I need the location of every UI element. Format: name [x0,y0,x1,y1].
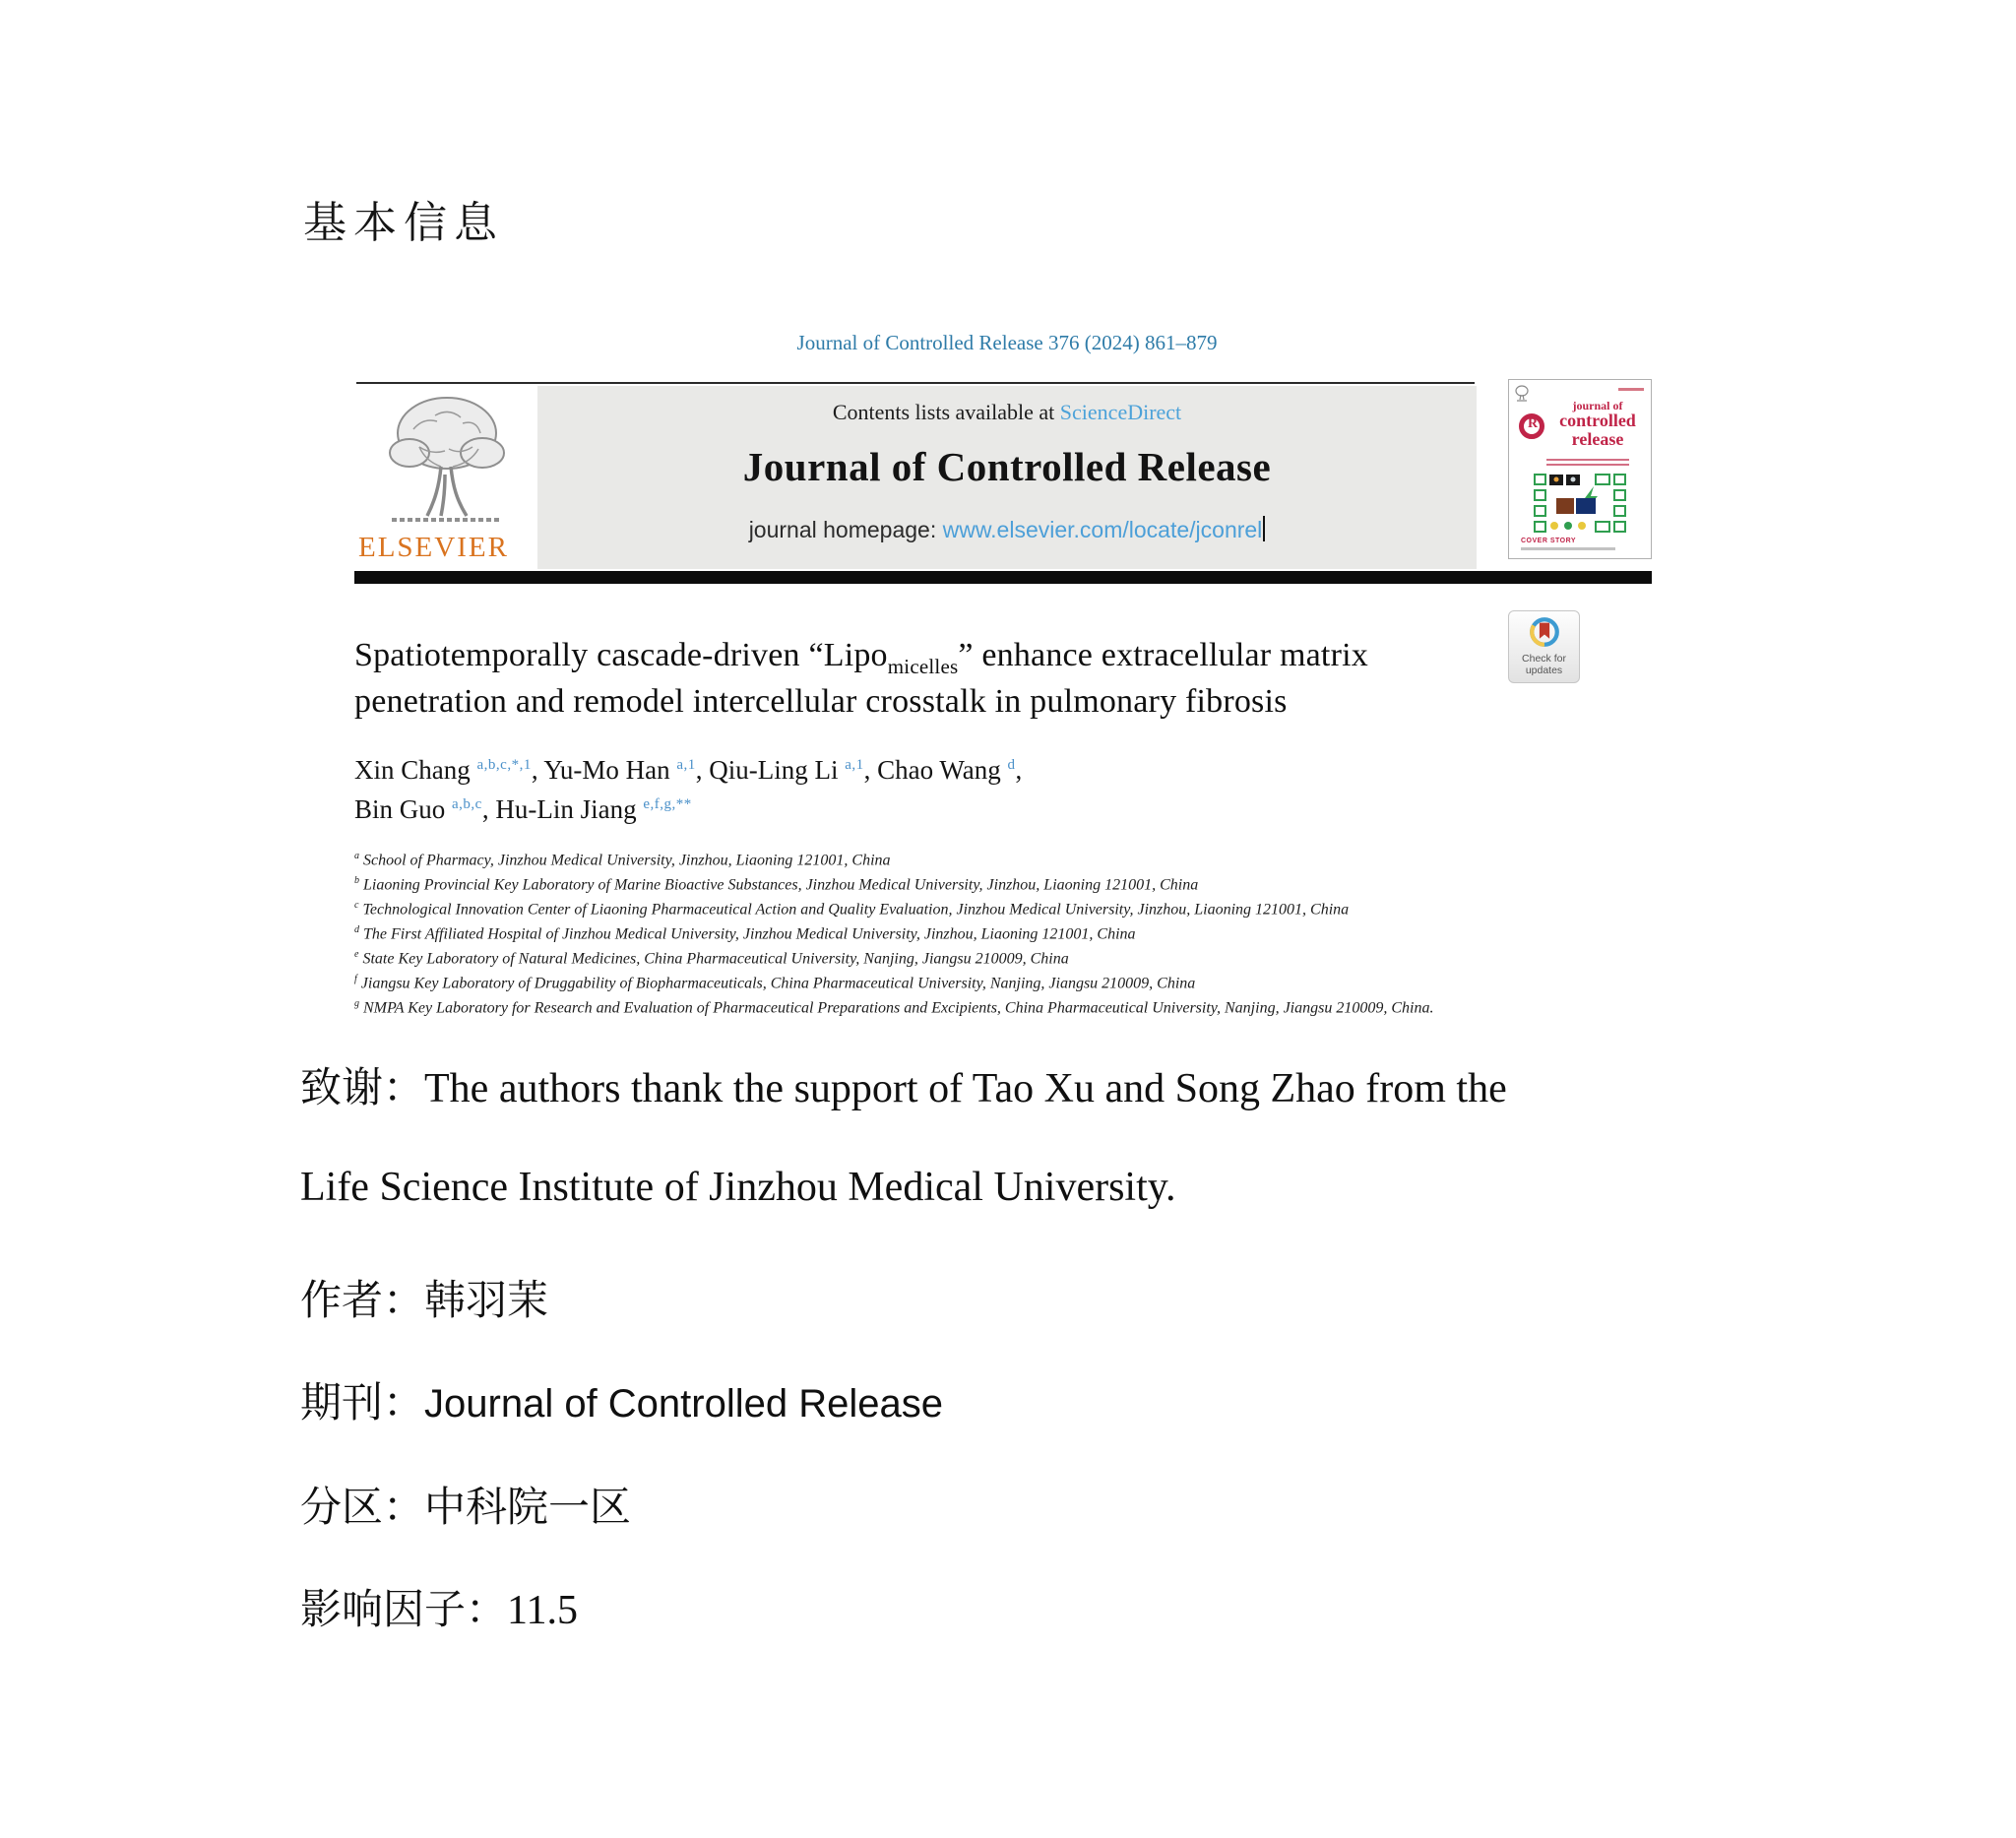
cover-issn-mark [1618,388,1644,391]
cover-title [1550,400,1645,448]
journal-info-value: Journal of Controlled Release [424,1382,943,1426]
author-name: Xin Chang [354,755,471,785]
masthead-black-bar [354,571,1652,584]
affiliation-label: d [354,923,359,935]
affiliation-label: c [354,899,359,911]
impact-factor-line [300,1577,578,1636]
author-separator: , [863,755,878,785]
cover-logo-letter: R [1528,416,1539,431]
affiliation-label: f [354,973,357,984]
zone-info-line [300,1475,631,1534]
cover-story-label: COVER STORY [1521,538,1577,544]
affiliation-list [354,847,1536,1018]
author-affil-marks: a,b,c [452,796,482,812]
homepage-link[interactable]: www.elsevier.com/locate/jconrel [942,517,1263,542]
author-affil-marks: a,b,c,*,1 [476,757,532,773]
author-list [354,748,1486,827]
paper-title-line2: penetration and remodel intercellular crosstalk in pulmonary fibrosis [354,683,1288,720]
acknowledgement-line2: Life Science Institute of Jinzhou Medical University. [300,1165,1176,1210]
paper-title [354,632,1536,725]
acknowledgement-text: The authors thank the support of Tao Xu and Song Zhao from the [424,1066,1507,1111]
text-caret [1263,516,1265,541]
affiliation-text: Liaoning Provincial Key Laboratory of Marine Bioactive Substances, Jinzhou Medical University, Jinzhou, Liaoning 121001, China [363,876,1199,894]
contents-line [537,400,1477,425]
author-affil-marks: a,1 [845,757,864,773]
masthead-banner [537,386,1477,569]
affiliation-row [354,994,1536,1019]
zone-info-label: 分区： [300,1486,425,1531]
paper-title-subscript: micelles [887,654,959,678]
journal-cover-thumbnail [1508,379,1652,559]
affiliation-row [354,847,1536,871]
sciencedirect-link[interactable]: ScienceDirect [1059,400,1182,424]
check-updates-line1: Check for [1522,653,1566,665]
affiliation-row [354,945,1536,970]
affiliation-label: e [354,948,359,960]
affiliation-row [354,896,1536,920]
masthead-journal-title: Journal of Controlled Release [742,444,1272,489]
author-name: Qiu-Ling Li [709,755,839,785]
author-name: Bin Guo [354,794,446,824]
elsevier-wordmark: ELSEVIER [358,532,509,563]
elsevier-logo [356,388,537,569]
cover-jcr-logo-icon [1519,413,1544,439]
author-affil-marks: d [1007,757,1016,773]
acknowledgement-label: 致谢： [300,1066,425,1111]
elsevier-tree-icon [384,390,510,530]
author-separator: , [531,755,544,785]
author-separator: , [481,794,496,824]
author-name: Chao Wang [877,755,1001,785]
contents-prefix: Contents lists available at [832,400,1060,424]
affiliation-text: State Key Laboratory of Natural Medicines, China Pharmaceutical University, Nanjing, Jiangsu 210009, China [362,950,1069,968]
affiliation-label: a [354,851,359,861]
affiliation-text: School of Pharmacy, Jinzhou Medical University, Jinzhou, Liaoning 121001, China [363,852,891,869]
check-updates-line2: updates [1525,664,1563,676]
masthead-top-rule [356,382,1475,384]
journal-citation: Journal of Controlled Release 376 (2024) 861–879 [796,331,1218,354]
affiliation-text: Technological Innovation Center of Liaoning Pharmaceutical Action and Quality Evaluation, Jinzhou Medical University, Jinzhou, Liaoning 121001, China [362,901,1350,919]
affiliation-label: b [354,874,359,886]
journal-info-line [300,1370,943,1429]
affiliation-text: NMPA Key Laboratory for Research and Evaluation of Pharmaceutical Preparations and Excipients, China Pharmaceutical University, Nanjing, Jiangsu 210009, China. [363,998,1434,1016]
author-separator: , [1015,755,1023,785]
cover-subtitle-lines [1546,459,1629,469]
affiliation-label: g [354,997,359,1009]
affiliation-row [354,970,1536,994]
author-info-label: 作者： [300,1279,425,1324]
affiliation-row [354,920,1536,945]
author-info-line [300,1268,548,1327]
zone-info-value: 中科院一区 [424,1486,632,1531]
cover-art [1533,473,1629,534]
author-name: Hu-Lin Jiang [495,794,637,824]
author-affil-marks: e,f,g,** [643,796,692,812]
impact-factor-label: 影响因子： [300,1588,508,1633]
affiliation-text: The First Affiliated Hospital of Jinzhou Medical University, Jinzhou Medical University, Jinzhou, Liaoning 121001, China [363,925,1136,943]
paper-title-pre: Spatiotemporally cascade-driven “Lipo [354,637,888,673]
cover-title-line3: release [1571,428,1624,449]
acknowledgement-line1 [300,1055,1507,1114]
homepage-line [537,516,1477,543]
cover-title-line2: controlled [1559,411,1636,431]
author-separator: , [695,755,710,785]
homepage-prefix: journal homepage: [748,517,943,542]
author-affil-marks: a,1 [676,757,696,773]
affiliation-text: Jiangsu Key Laboratory of Druggability of Biopharmaceuticals, China Pharmaceutical University, Nanjing, Jiangsu 210009, China [360,974,1196,991]
author-name: Yu-Mo Han [543,755,670,785]
cover-story-subline [1521,547,1615,550]
page-title: 基本信息 [303,199,504,247]
affiliation-row [354,871,1536,896]
impact-factor-value: 11.5 [507,1588,578,1633]
paper-title-line1-end: ” enhance extracellular matrix [958,637,1368,673]
cover-title-line1: journal of [1572,399,1623,412]
cover-title-block [1519,400,1645,448]
author-info-value: 韩羽茉 [424,1279,549,1324]
journal-info-label: 期刊： [300,1381,425,1426]
